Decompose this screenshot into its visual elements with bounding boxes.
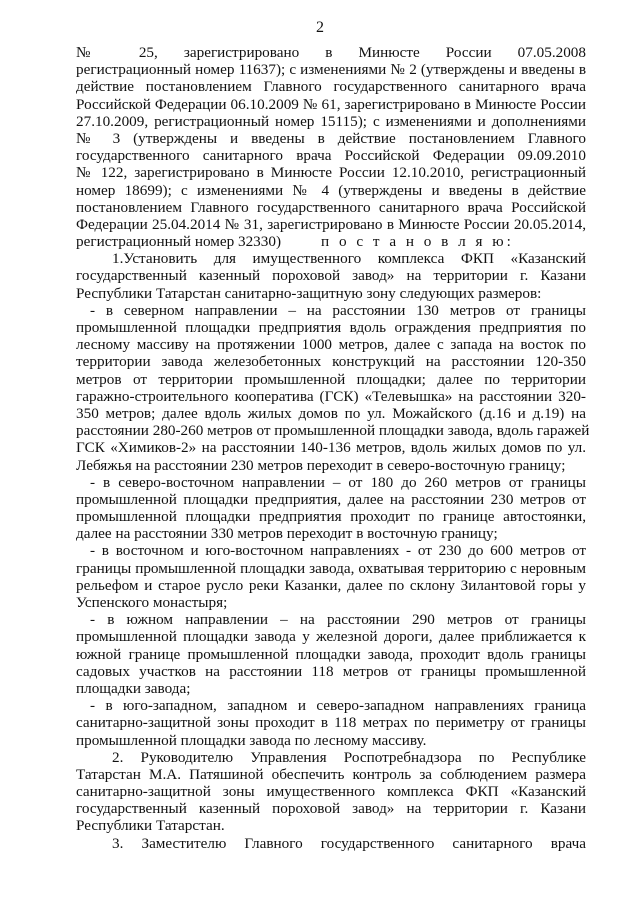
text-line: 27.10.2009, регистрационный номер 15115); с изменениями и дополнениями [76, 112, 586, 130]
text-line: Федерации 25.04.2014 № 31, зарегистрировано в Минюсте России 20.05.2014, [76, 215, 586, 233]
zone-south [76, 611, 586, 697]
page-number: 2 [316, 19, 324, 36]
text-line: лесному массиву на протяжении 1000 метров, далее с запада на восток по [76, 336, 586, 354]
text-line: 350 метров; далее вдоль жилых домов по ул. Можайского (д.16 и д.19) на [76, 404, 586, 422]
intro-last-text: регистрационный номер 32330) [76, 233, 282, 251]
text-line: государственного санитарного врача Российской Федерации 09.09.2010 [76, 147, 586, 165]
text-line: промышленной площадки завода у железной дороги, далее приближается к [76, 628, 586, 646]
text-line: Республики Татарстан санитарно-защитную зону следующих размеров: [76, 284, 542, 302]
text-line: государственный казенный пороховой завод» на территории г. Казани [76, 267, 586, 285]
zone-west [76, 697, 586, 749]
paragraph-1 [76, 250, 586, 302]
text-line: промышленной площадки завода по лесному массиву. [76, 731, 427, 749]
document-body [76, 44, 590, 852]
text-line: № 25, зарегистрировано в Минюсте России 07.05.2008 [76, 44, 586, 61]
text-line: промышленной площадки предприятия вдоль ограждения предприятия по [76, 319, 586, 336]
text-line: 2. Руководителю Управления Роспотребнадзора по Республике [112, 748, 586, 766]
text-line: промышленной площадки предприятия, далее на расстоянии 230 метров от [76, 490, 586, 508]
text-line: санитарно-защитной зоны проходит в 118 метрах по периметру от границы [76, 714, 586, 732]
text-line: регистрационный номер 11637); с изменениями № 2 (утверждены и введены в [76, 61, 586, 79]
text-line: номер 18699); с изменениями № 4 (утверждены и введены в действие [76, 181, 586, 199]
text-line: Успенского монастыря; [76, 594, 228, 611]
text-line: метров от территории промышленной площадки; далее по территории [76, 370, 586, 388]
text-line: Татарстан М.А. Патяшиной обеспечить контроль за соблюдением размера [76, 765, 586, 783]
text-line: - в восточном и юго-восточном направлениях - от 230 до 600 метров от [90, 542, 586, 560]
text-line: - в юго-западном, западном и северо-западном направлениях граница [90, 697, 586, 715]
text-line: санитарно-защитной зоны имущественного комплекса ФКП «Казанский [76, 783, 586, 801]
text-line: ГСК «Химиков-2» на расстоянии 140-136 метров, вдоль жилых домов по ул. [76, 439, 586, 457]
text-line: действие постановлением Главного государственного санитарного врача [76, 78, 586, 96]
paragraph-3 [76, 835, 586, 852]
text-line [76, 233, 586, 250]
zone-east [76, 542, 586, 611]
text-line: - в северо-восточном направлении – от 180 до 260 метров от границы [90, 473, 586, 491]
text-line: № 3 (утверждены и введены в действие постановлением Главного [76, 129, 586, 147]
decree-word: п о с т а н о в л я ю: [321, 233, 514, 251]
paragraph-2 [76, 749, 586, 835]
text-line: № 122, зарегистрировано в Минюсте России 12.10.2010, регистрационный [76, 164, 586, 182]
text-line: расстоянии 280-260 метров от промышленной площадки завода, вдоль гаражей [76, 422, 590, 440]
text-line: рельефом и старое русло реки Казанки, далее по склону Зилантовой горы у [76, 576, 586, 594]
text-line: - в северном направлении – на расстоянии 130 метров от границы [90, 301, 586, 319]
zone-northeast [76, 474, 586, 543]
text-line: промышленной площадки предприятия проходит по границе автостоянки, [76, 508, 586, 526]
text-line: Республики Татарстан. [76, 817, 225, 835]
text-line: южной границе промышленной площадки завода, проходит вдоль границы [76, 645, 586, 663]
text-line: - в южном направлении – на расстоянии 290 метров от границы [90, 611, 586, 629]
text-line: государственный казенный пороховой завод» на территории г. Казани [76, 800, 586, 818]
text-line: далее на расстоянии 330 метров переходит в восточную границу; [76, 525, 498, 543]
text-line: Лебяжья на расстоянии 230 метров переходит в северо-восточную границу; [76, 456, 566, 474]
text-line: территории завода железобетонных конструкций на расстоянии 120-350 [76, 353, 586, 371]
text-line: 3. Заместителю Главного государственного санитарного врача [112, 834, 586, 852]
text-line: 1.Установить для имущественного комплекса ФКП «Казанский [112, 250, 586, 268]
text-line: Российской Федерации 06.10.2009 № 61, зарегистрировано в Минюсте России [76, 95, 586, 113]
text-line: гаражно-строительного кооператива (ГСК) «Телевышка» на расстоянии 320- [76, 387, 586, 405]
intro-paragraph [76, 44, 586, 250]
text-line: садовых участков на расстоянии 118 метров от границы промышленной [76, 662, 586, 680]
text-line: постановлением Главного государственного санитарного врача Российской [76, 198, 586, 216]
text-line: площадки завода; [76, 679, 191, 697]
text-line: границы промышленной площадки завода, охватывая территорию с неровным [76, 559, 586, 577]
zone-north [76, 301, 590, 474]
